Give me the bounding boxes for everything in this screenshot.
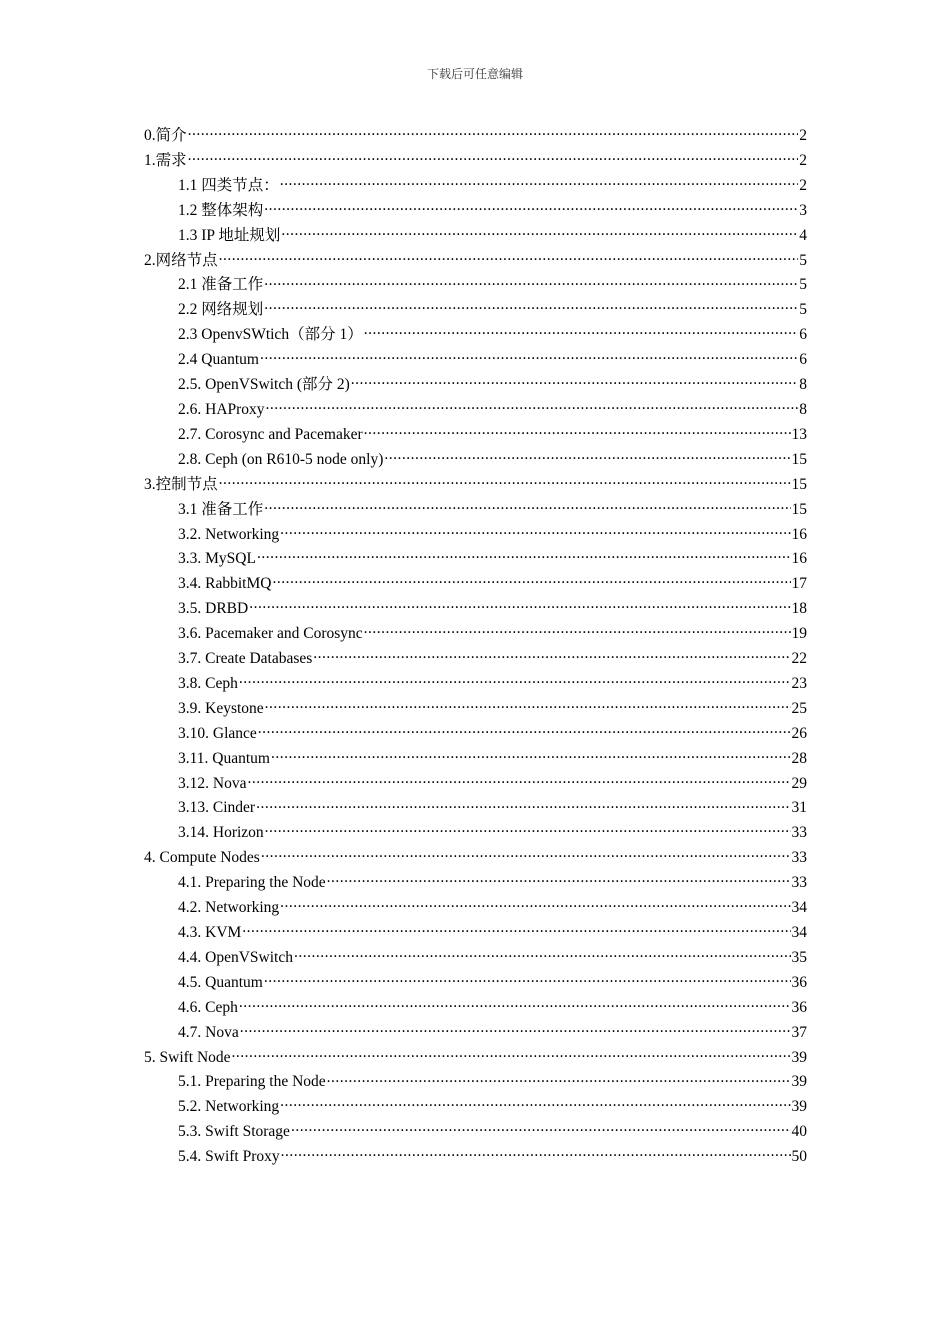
toc-dot-leader (260, 349, 798, 365)
toc-dot-leader (266, 398, 799, 414)
toc-dot-leader (280, 897, 790, 913)
toc-entry[interactable] (144, 249, 807, 274)
toc-dot-leader (364, 423, 791, 439)
toc-entry-title: 4.7. Nova (178, 1023, 239, 1041)
toc-entry-title: 3.11. Quantum (178, 749, 270, 767)
toc-entry-title: 3.4. RabbitMQ (178, 575, 272, 593)
toc-entry-title: 2.8. Ceph (on R610-5 node only) (178, 450, 384, 468)
toc-entry-title: 3.5. DRBD (178, 600, 249, 618)
toc-entry-page-number: 39 (791, 1098, 807, 1116)
toc-entry-page-number: 15 (791, 475, 807, 493)
toc-entry[interactable] (144, 747, 807, 772)
toc-entry-title: 4.6. Ceph (178, 998, 238, 1016)
toc-dot-leader (219, 473, 791, 489)
toc-entry-page-number: 5 (799, 251, 807, 269)
toc-entry-page-number: 2 (799, 127, 807, 144)
toc-dot-leader (364, 324, 799, 340)
toc-entry[interactable] (144, 796, 807, 821)
toc-entry[interactable] (144, 921, 807, 946)
toc-dot-leader (280, 523, 790, 539)
toc-entry[interactable] (144, 547, 807, 572)
toc-dot-leader (239, 996, 791, 1012)
toc-entry-page-number: 39 (791, 1048, 807, 1066)
toc-entry-page-number: 36 (791, 998, 807, 1016)
toc-dot-leader (219, 249, 799, 265)
toc-entry-title: 3.3. MySQL (178, 550, 256, 568)
toc-entry-title: 2.3 OpenvSWtich（部分 1） (178, 326, 363, 344)
toc-entry-title: 3.1 准备工作 (178, 500, 264, 518)
toc-entry-title: 3.2. Networking (178, 525, 280, 543)
toc-entry-page-number: 8 (799, 376, 807, 394)
toc-entry-title: 5.1. Preparing the Node (178, 1073, 326, 1091)
toc-entry-title: 1.1 四类节点： (178, 176, 279, 194)
toc-dot-leader (327, 872, 791, 888)
toc-dot-leader (351, 374, 798, 390)
toc-entry-page-number: 39 (791, 1073, 807, 1091)
toc-dot-leader (364, 623, 791, 639)
toc-entry-page-number: 17 (791, 575, 807, 593)
toc-dot-leader (264, 274, 798, 290)
toc-entry-page-number: 40 (791, 1123, 807, 1141)
toc-entry[interactable] (144, 896, 807, 921)
toc-entry-title: 4.2. Networking (178, 899, 280, 917)
toc-entry-title: 4. Compute Nodes (144, 849, 260, 867)
toc-entry-page-number: 16 (791, 525, 807, 543)
toc-dot-leader (232, 1046, 791, 1062)
toc-entry[interactable] (144, 846, 807, 871)
toc-entry[interactable] (144, 1046, 807, 1071)
toc-dot-leader (280, 1096, 790, 1112)
toc-entry-page-number: 26 (791, 724, 807, 742)
toc-entry-title: 2.5. OpenVSwitch (部分 2) (178, 376, 350, 394)
toc-entry[interactable] (144, 996, 807, 1021)
toc-entry-title: 2.网络节点 (144, 251, 218, 269)
toc-entry[interactable] (144, 199, 807, 224)
toc-entry-page-number: 36 (791, 973, 807, 991)
toc-dot-leader (272, 573, 790, 589)
toc-entry-title: 2.1 准备工作 (178, 276, 264, 294)
toc-entry[interactable] (144, 273, 807, 298)
toc-entry-title: 4.4. OpenVSwitch (178, 948, 293, 966)
toc-entry-title: 3.6. Pacemaker and Corosync (178, 625, 363, 643)
toc-entry-page-number: 13 (791, 425, 807, 443)
toc-entry[interactable] (144, 448, 807, 473)
toc-entry-page-number: 16 (791, 550, 807, 568)
toc-dot-leader (265, 697, 791, 713)
toc-entry[interactable] (144, 174, 807, 199)
toc-entry[interactable] (144, 523, 807, 548)
toc-entry-page-number: 4 (799, 226, 807, 244)
toc-entry[interactable] (144, 323, 807, 348)
toc-entry[interactable] (144, 572, 807, 597)
toc-entry-page-number: 5 (799, 301, 807, 319)
toc-entry-page-number: 34 (791, 899, 807, 917)
toc-dot-leader (256, 797, 790, 813)
toc-dot-leader (240, 1021, 791, 1037)
toc-entry-title: 2.4 Quantum (178, 351, 259, 369)
toc-entry-page-number: 33 (791, 874, 807, 892)
toc-entry[interactable] (144, 1145, 807, 1170)
toc-entry[interactable] (144, 224, 807, 249)
toc-dot-leader (384, 448, 790, 464)
toc-entry-title: 3.8. Ceph (178, 674, 238, 692)
toc-entry[interactable] (144, 971, 807, 996)
page-header: 下载后可任意编辑 (426, 67, 523, 81)
toc-dot-leader (313, 648, 790, 664)
toc-entry-title: 0.简介 (144, 127, 187, 144)
toc-entry-title: 3.7. Create Databases (178, 650, 313, 668)
toc-entry-page-number: 23 (791, 674, 807, 692)
toc-entry-page-number: 37 (791, 1023, 807, 1041)
toc-entry[interactable] (144, 622, 807, 647)
toc-entry-page-number: 33 (791, 849, 807, 867)
toc-entry[interactable] (144, 697, 807, 722)
toc-entry[interactable] (144, 1070, 807, 1095)
toc-dot-leader (327, 1071, 791, 1087)
toc-entry[interactable] (144, 597, 807, 622)
toc-entry-title: 3.14. Horizon (178, 824, 264, 842)
toc-entry-title: 3.控制节点 (144, 475, 218, 493)
toc-entry[interactable] (144, 149, 807, 174)
toc-dot-leader (261, 847, 791, 863)
toc-entry[interactable] (144, 772, 807, 797)
toc-entry[interactable] (144, 1095, 807, 1120)
toc-dot-leader (264, 199, 798, 215)
toc-entry-page-number: 8 (799, 400, 807, 418)
toc-dot-leader (264, 299, 798, 315)
toc-entry-page-number: 50 (791, 1148, 807, 1166)
toc-entry-page-number: 6 (799, 326, 807, 344)
toc-entry-page-number: 29 (791, 774, 807, 792)
toc-entry-title: 2.6. HAProxy (178, 400, 265, 418)
toc-entry[interactable] (144, 473, 807, 498)
toc-entry[interactable] (144, 722, 807, 747)
toc-dot-leader (242, 922, 790, 938)
toc-dot-leader (258, 722, 791, 738)
toc-dot-leader (264, 971, 791, 987)
toc-dot-leader (294, 946, 791, 962)
toc-entry-page-number: 6 (799, 351, 807, 369)
toc-entry-page-number: 2 (799, 151, 807, 169)
toc-dot-leader (264, 498, 790, 514)
toc-entry-page-number: 3 (799, 201, 807, 219)
toc-entry[interactable] (144, 498, 807, 523)
toc-entry[interactable] (144, 348, 807, 373)
toc-entry[interactable] (144, 871, 807, 896)
toc-dot-leader (247, 772, 790, 788)
toc-entry[interactable] (144, 124, 807, 149)
toc-dot-leader (188, 149, 799, 165)
toc-entry-title: 3.12. Nova (178, 774, 247, 792)
table-of-contents (144, 124, 807, 1170)
toc-entry-title: 1.2 整体架构 (178, 201, 264, 219)
toc-entry-page-number: 2 (799, 176, 807, 194)
toc-entry-title: 5.2. Networking (178, 1098, 280, 1116)
toc-entry[interactable] (144, 398, 807, 423)
toc-entry[interactable] (144, 423, 807, 448)
toc-dot-leader (265, 822, 791, 838)
toc-entry-title: 1.需求 (144, 151, 187, 169)
toc-dot-leader (188, 125, 799, 141)
toc-entry-page-number: 15 (791, 500, 807, 518)
toc-entry-title: 2.7. Corosync and Pacemaker (178, 425, 363, 443)
toc-entry-title: 5.3. Swift Storage (178, 1123, 290, 1141)
toc-entry-title: 1.3 IP 地址规划 (178, 226, 281, 244)
toc-entry-page-number: 25 (791, 699, 807, 717)
toc-entry-title: 3.9. Keystone (178, 699, 264, 717)
toc-entry-page-number: 18 (791, 600, 807, 618)
toc-entry[interactable] (144, 672, 807, 697)
toc-entry-title: 4.3. KVM (178, 924, 242, 941)
toc-dot-leader (257, 548, 791, 564)
toc-entry[interactable] (144, 821, 807, 846)
toc-dot-leader (271, 747, 791, 763)
toc-entry-page-number: 19 (791, 625, 807, 643)
toc-entry-page-number: 35 (791, 948, 807, 966)
toc-entry-page-number: 31 (791, 799, 807, 817)
toc-entry[interactable] (144, 1021, 807, 1046)
toc-entry-title: 5. Swift Node (144, 1048, 231, 1066)
toc-entry[interactable] (144, 946, 807, 971)
toc-entry-page-number: 22 (791, 650, 807, 668)
toc-entry[interactable] (144, 298, 807, 323)
toc-entry-page-number: 33 (791, 824, 807, 842)
toc-entry-page-number: 28 (791, 749, 807, 767)
toc-entry-title: 4.5. Quantum (178, 973, 263, 991)
toc-dot-leader (280, 174, 798, 190)
toc-entry[interactable] (144, 1120, 807, 1145)
toc-dot-leader (249, 598, 790, 614)
toc-entry[interactable] (144, 373, 807, 398)
toc-dot-leader (281, 1146, 791, 1162)
toc-dot-leader (281, 224, 798, 240)
toc-entry-page-number: 15 (791, 450, 807, 468)
toc-entry-title: 4.1. Preparing the Node (178, 874, 326, 892)
toc-entry-title: 3.13. Cinder (178, 799, 256, 817)
toc-entry-title: 5.4. Swift Proxy (178, 1148, 280, 1166)
toc-entry-title: 2.2 网络规划 (178, 301, 264, 319)
toc-entry-page-number: 34 (791, 924, 807, 941)
toc-dot-leader (291, 1121, 791, 1137)
toc-entry-page-number: 5 (799, 276, 807, 294)
toc-entry-title: 3.10. Glance (178, 724, 257, 742)
toc-dot-leader (239, 672, 791, 688)
toc-entry[interactable] (144, 647, 807, 672)
